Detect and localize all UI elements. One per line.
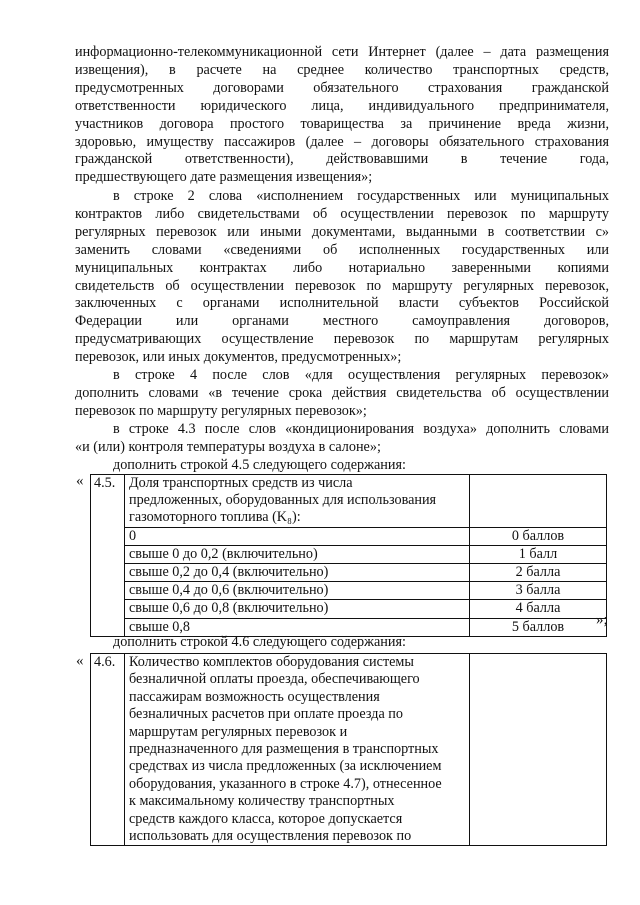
text-line: в строке 4 после слов «для осуществления регулярных перевозок» xyxy=(113,367,609,383)
score-cell: 1 балл xyxy=(470,545,607,563)
row-number: 4.6. xyxy=(91,654,125,846)
range-cell: 0 xyxy=(125,527,470,545)
text-line: предназначенного для размещения в транспортных xyxy=(129,741,439,758)
text-line: в строке 2 слова «исполнением государственных или муниципальных xyxy=(113,188,609,204)
score-cell: 3 балла xyxy=(470,582,607,600)
range-cell: свыше 0 до 0,2 (включительно) xyxy=(125,545,470,563)
text-line: ответственности юридического лица, индивидуального предпринимателя, xyxy=(75,97,609,114)
text-line: свидетельств об осуществлении перевозок по маршруту регулярных перевозок, xyxy=(75,277,609,294)
text-line: перевозок по маршруту регулярных перевозок»; xyxy=(75,402,367,419)
paragraph-row-4-3-amendment xyxy=(75,421,609,457)
text-line: здоровью, имуществу пассажиров (далее – договоры обязательного страхования xyxy=(75,133,609,150)
text-line: дополнить строкой 4.5 следующего содержания: xyxy=(113,457,406,473)
paragraph-add-row-4-5 xyxy=(75,457,609,475)
paragraph-add-row-4-6 xyxy=(75,634,609,652)
table-row xyxy=(91,475,607,528)
text-line: информационно-телекоммуникационной сети Интернет (далее – дата размещения xyxy=(75,44,609,60)
text-line: муниципальных контрактах либо нотариально заверенными копиями xyxy=(75,259,609,276)
table-row xyxy=(91,527,607,545)
table-row xyxy=(91,582,607,600)
text-line: предложенных, оборудованных для использования xyxy=(129,492,437,509)
score-cell-empty xyxy=(470,475,607,528)
text-line: заключенных с органами исполнительной власти субъектов Российской xyxy=(75,295,609,312)
text-line: оборудования, указанного в строке 4.7), отнесенное xyxy=(129,775,442,792)
text-line: регулярных перевозок или иными документами, выданными в соответствии с» xyxy=(75,223,609,240)
table-row xyxy=(91,564,607,582)
text-line: дополнить строкой 4.6 следующего содержания: xyxy=(113,634,406,650)
text-line: маршрутам регулярных перевозок и xyxy=(129,723,348,740)
text-line: средств каждого класса, которое допускается xyxy=(129,810,403,827)
criterion-title xyxy=(125,475,470,528)
paragraph-row-2-amendment xyxy=(75,188,609,367)
paragraph-row-4-amendment xyxy=(75,367,609,421)
range-cell: свыше 0,8 xyxy=(125,618,470,636)
text-line: средствах из числа предложенных (за исключением xyxy=(129,758,442,775)
text-line: участников договора простого товарищества за причинение вреда жизни, xyxy=(75,115,609,132)
text-line: «и (или) контроля температуры воздуха в салоне»; xyxy=(75,438,381,455)
criterion-title xyxy=(125,654,470,846)
text-line: перевозок, или иных документов, предусмотренных»; xyxy=(75,349,402,366)
text-line: контрактов либо свидетельствами об осуществлении перевозок по маршруту xyxy=(75,205,609,222)
text-line: Федерации или органами местного самоуправления договоров, xyxy=(75,313,609,330)
score-cell: 5 баллов xyxy=(470,618,607,636)
text-line: к максимальному количеству транспортных xyxy=(129,793,395,810)
paragraph-insurance-continuation xyxy=(75,44,609,187)
text-line: пассажирам возможность осуществления xyxy=(129,688,380,705)
text-line: безналичных расчетов при оплате проезда по xyxy=(129,706,403,723)
table-row-4-5 xyxy=(90,474,607,637)
text-line: заменить словами «сведениями об исполненных государственных или xyxy=(75,241,609,258)
opening-quote: « xyxy=(76,473,84,489)
score-cell: 0 баллов xyxy=(470,527,607,545)
score-cell-empty xyxy=(470,654,607,846)
text-line: предшествующего дате размещения извещения»; xyxy=(75,169,373,186)
text-line: извещения), в расчете на среднее количество транспортных средств, xyxy=(75,61,609,78)
table-row xyxy=(91,654,607,846)
text-line: безналичной оплаты проезда, обеспечивающего xyxy=(129,671,420,688)
text-line: предусмотренных договорами обязательного страхования гражданской xyxy=(75,79,609,96)
range-cell: свыше 0,2 до 0,4 (включительно) xyxy=(125,564,470,582)
opening-quote: « xyxy=(76,653,84,669)
text-line: газомоторного топлива (K₈): xyxy=(129,509,301,526)
closing-quote: »; xyxy=(596,612,608,628)
text-line: дополнить словами «в течение срока действия свидетельства об осуществлении xyxy=(75,384,609,401)
score-cell: 4 балла xyxy=(470,600,607,618)
table-row xyxy=(91,545,607,563)
text-line: гражданской ответственности), действовавшими в течение года, xyxy=(75,151,609,168)
range-cell: свыше 0,4 до 0,6 (включительно) xyxy=(125,582,470,600)
score-cell: 2 балла xyxy=(470,564,607,582)
text-line: предусматривающих осуществление перевозок по маршрутам регулярных xyxy=(75,331,609,348)
text-line: Доля транспортных средств из числа xyxy=(129,475,353,491)
table-row xyxy=(91,600,607,618)
text-line: использовать для осуществления перевозок по xyxy=(129,828,412,845)
text-line: в строке 4.3 после слов «кондиционирования воздуха» дополнить словами xyxy=(113,421,609,437)
range-cell: свыше 0,6 до 0,8 (включительно) xyxy=(125,600,470,618)
text-line: Количество комплектов оборудования системы xyxy=(129,654,414,670)
row-number: 4.5. xyxy=(91,475,125,637)
table-row-4-6 xyxy=(90,653,607,846)
